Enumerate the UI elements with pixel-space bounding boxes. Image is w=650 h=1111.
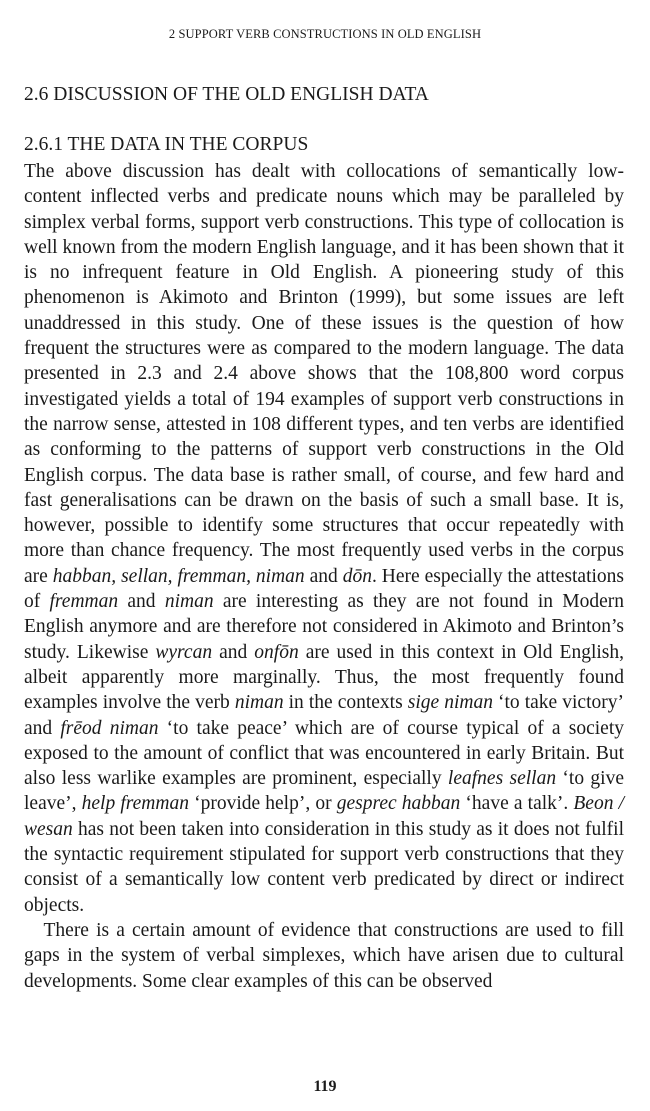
text-run: in the contexts — [283, 692, 408, 714]
italic-term: sellan, fremman, niman — [121, 565, 305, 587]
italic-term: niman — [234, 692, 284, 714]
paragraph-2: There is a certain amount of evidence that constructions are used to fill gaps in the system of verbal simplexes, which have arisen due to cultural developments. Some clear examples of this can be observed — [24, 919, 624, 992]
text-run: ‘to take peace’ which are of course typical of a society exposed to the amount of conflict that was encountered in early Britain. But also less warlike examples are prominent, especially — [24, 717, 624, 790]
text-run: . Here especially the attestations of — [24, 565, 625, 613]
italic-term: onfōn — [254, 641, 299, 663]
italic-term: dōn — [342, 565, 372, 587]
text-run: The above discussion has dealt with collocations of semantically low-content inflected verbs and predicate nouns which may be paralleled by simplex verbal forms, support verb constructions. This type of collocation is well known from the modern English language, and it has been shown that it is no infrequent feature in Old English. A pioneering study of this phenomenon is Akimoto and Brinton (1999), but some issues are left unaddressed in this study. One of these issues is the question of how frequent the structures were as compared to the modern language. The data presented in 2.3 and 2.4 above shows that the 108,800 word corpus investigated yields a total of 194 examples of support verb constructions in the narrow sense, attested in 108 different types, and ten verbs are identified as conforming to the patterns of support verb constructions in the Old English corpus. The data base is rather small, of course, and few hard and fast generalisations can be drawn on the basis of such a small base. It is, however, possible to identify some structures that occur repeatedly with more than chance frequency. The most frequently used verbs in the corpus are — [24, 161, 624, 587]
page-number: 119 — [313, 1078, 337, 1095]
italic-term: habban, — [52, 565, 117, 587]
text-run: ‘have a talk’. — [460, 793, 574, 815]
text-run: are used in this context in Old English, albeit apparently more marginally. Thus, the most frequently found examples involve the verb — [24, 641, 625, 714]
italic-term: fremman — [49, 591, 119, 613]
paragraph-1 — [24, 159, 624, 918]
text-run: ‘provide help’, or — [188, 793, 337, 815]
running-head: 2 SUPPORT VERB CONSTRUCTIONS IN OLD ENGLISH — [168, 27, 482, 41]
section-heading: 2.6 DISCUSSION OF THE OLD ENGLISH DATA — [24, 84, 429, 105]
text-run: ‘to give leave’, — [24, 768, 624, 815]
italic-term: leafnes sellan — [447, 768, 557, 790]
text-run: ‘to take victory’ and — [24, 692, 624, 739]
italic-term: wyrcan — [155, 641, 213, 663]
italic-term: sige niman — [407, 692, 493, 714]
italic-term: frēod niman — [60, 717, 159, 739]
text-run: and — [304, 565, 343, 587]
italic-term: niman — [164, 591, 214, 613]
italic-term: Beon / wesan — [24, 793, 625, 840]
italic-term: gesprec habban — [336, 793, 461, 815]
text-run: and — [118, 591, 165, 613]
body-text — [24, 159, 624, 994]
text-run: are interesting as they are not found in Modern English anymore and are therefore not considered in Akimoto and Brinton’s study. Likewise — [24, 591, 624, 663]
text-run: and — [212, 641, 255, 663]
italic-term: help fremman — [81, 793, 189, 815]
subsection-heading: 2.6.1 THE DATA IN THE CORPUS — [24, 134, 309, 155]
text-run: has not been taken into consideration in this study as it does not fulfil the syntactic requirement stipulated for support verb constructions that they consist of a semantically low content verb predicated by direct or indirect objects. — [24, 818, 624, 916]
